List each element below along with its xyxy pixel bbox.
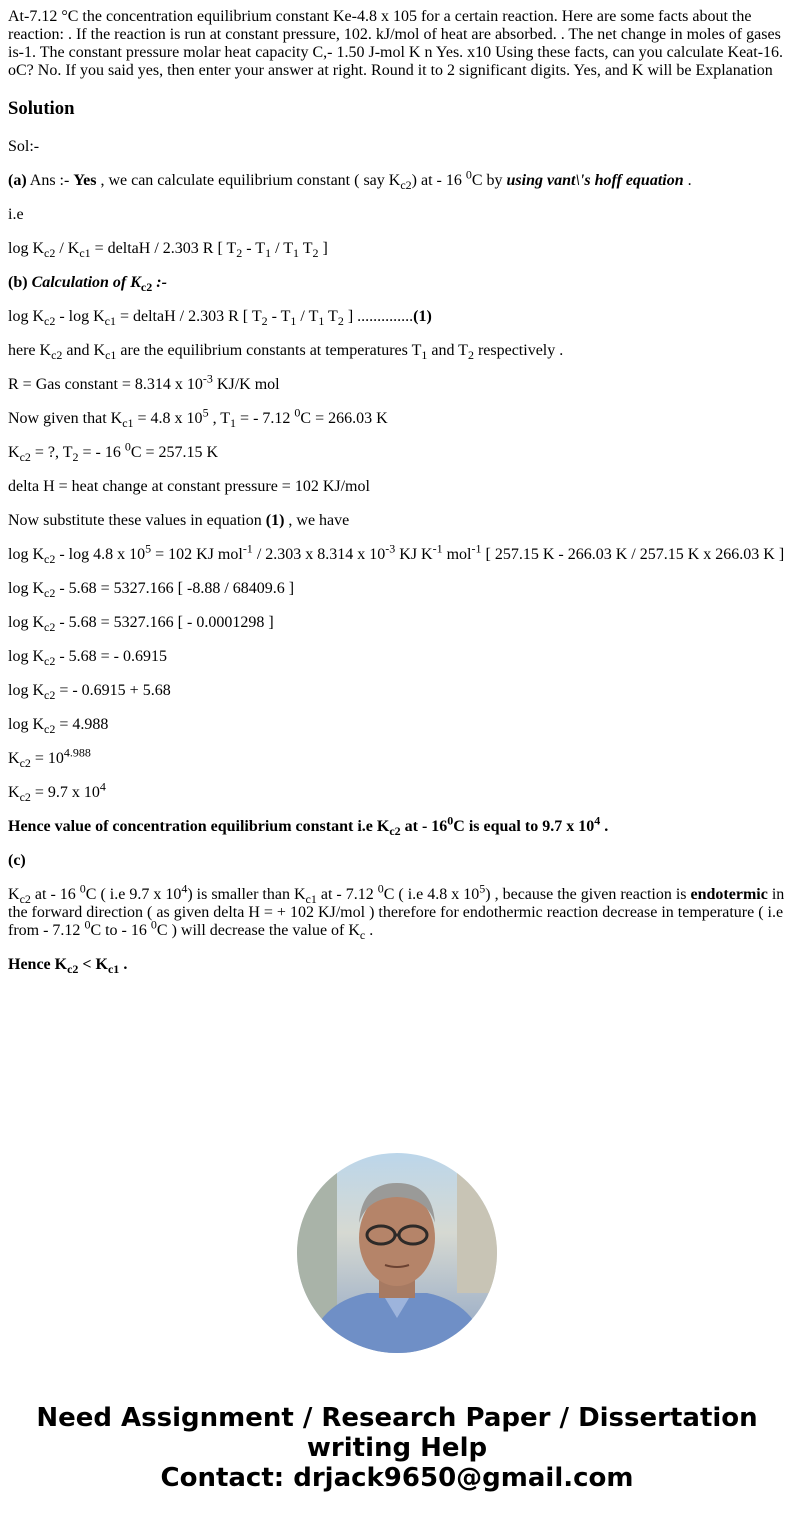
solution-paragraph <box>8 439 786 465</box>
superscript: -1 <box>432 541 443 556</box>
solution-paragraph <box>8 614 786 635</box>
solution-heading: Solution <box>8 98 75 119</box>
subscript: 2 <box>261 314 268 329</box>
text-run: (1) <box>265 512 285 529</box>
solution-paragraph <box>8 682 786 703</box>
text-run: = 102 KJ mol <box>151 546 243 563</box>
subscript: c2 <box>44 722 56 737</box>
text-run: and K <box>62 342 106 359</box>
superscript: 0 <box>447 813 454 828</box>
portrait-image <box>297 1153 497 1353</box>
superscript: 0 <box>294 405 301 420</box>
text-run: log K <box>8 580 44 597</box>
subscript: c1 <box>104 314 116 329</box>
footer-line-1: Need Assignment / Research Paper / Dissertation <box>36 1403 758 1433</box>
text-run: = deltaH / 2.303 R [ T <box>115 308 262 325</box>
subscript: c1 <box>105 348 117 363</box>
solution-paragraph <box>8 167 786 193</box>
text-run: - log 4.8 x 10 <box>55 546 146 563</box>
footer-contact[interactable]: Contact: drjack9650@gmail.com <box>160 1463 634 1493</box>
subscript: c2 <box>140 280 153 295</box>
solution-paragraph <box>8 405 786 431</box>
text-run: . <box>119 956 128 973</box>
text-run: [ 257.15 K - 266.03 K / 257.15 K x 266.03 K ] <box>481 546 785 563</box>
text-run: K <box>8 784 20 801</box>
solution-paragraph <box>8 745 786 771</box>
text-run: T <box>324 308 338 325</box>
superscript: 0 <box>124 439 131 454</box>
text-run: using vant\'s hoff equation <box>506 172 684 189</box>
text-run: mol <box>442 546 472 563</box>
text-run: i.e <box>8 206 24 223</box>
subscript: 1 <box>293 246 300 261</box>
text-run: - 5.68 = 5327.166 [ - 0.0001298 ] <box>55 614 274 631</box>
subscript: c1 <box>79 246 91 261</box>
text-run: / K <box>55 240 80 257</box>
text-run: < K <box>78 956 108 973</box>
text-run: in the forward direction ( as given delta H = + 102 KJ/mol ) therefore for endothermic reaction decrease in temperature ( i.e from - 7.12 <box>8 886 785 939</box>
superscript: 0 <box>79 881 86 896</box>
text-run: - 5.68 = - 0.6915 <box>55 648 168 665</box>
text-run: , we have <box>284 512 350 529</box>
subscript: c1 <box>122 416 134 431</box>
solution-paragraph <box>8 512 786 530</box>
contact-footer <box>0 1403 794 1493</box>
subscript: c2 <box>19 756 31 771</box>
text-run: = - 0.6915 + 5.68 <box>55 682 171 699</box>
superscript: -3 <box>202 371 213 386</box>
text-run: . <box>600 818 609 835</box>
text-run: . <box>683 172 692 189</box>
text-run: T <box>299 240 313 257</box>
solution-paragraph <box>8 716 786 737</box>
subscript: 1 <box>230 416 237 431</box>
text-run: log K <box>8 682 44 699</box>
text-run: K <box>8 750 20 767</box>
solution-paragraph <box>8 138 786 156</box>
text-run: log K <box>8 308 44 325</box>
text-run: log K <box>8 614 44 631</box>
text-run: respectively . <box>473 342 564 359</box>
subscript: c2 <box>44 620 56 635</box>
text-run: log K <box>8 648 44 665</box>
text-run: (1) <box>413 308 432 325</box>
text-run: = - 7.12 <box>236 410 295 427</box>
text-run: - 5.68 = 5327.166 [ -8.88 / 68409.6 ] <box>55 580 295 597</box>
text-run: / T <box>296 308 319 325</box>
text-run: = - 16 <box>78 444 125 461</box>
text-run: ] .............. <box>343 308 414 325</box>
author-photo <box>297 1153 497 1353</box>
text-run: R = Gas constant = 8.314 x 10 <box>8 376 203 393</box>
subscript: c2 <box>44 586 56 601</box>
text-run: (b) <box>8 274 32 291</box>
text-run: ) is smaller than K <box>187 886 306 903</box>
text-run: , T <box>208 410 231 427</box>
subscript: 2 <box>467 348 474 363</box>
subscript: c <box>359 928 366 943</box>
text-run: ] <box>318 240 328 257</box>
subscript: c2 <box>44 654 56 669</box>
subscript: c2 <box>400 178 412 193</box>
text-run: = 10 <box>30 750 64 767</box>
solution-paragraph <box>8 342 786 363</box>
superscript: 0 <box>84 917 91 932</box>
text-run: endotermic <box>690 886 768 903</box>
solution-paragraph <box>8 852 786 870</box>
solution-paragraph <box>8 206 786 224</box>
text-run: Hence K <box>8 956 68 973</box>
subscript: c2 <box>19 892 31 907</box>
subscript: 2 <box>312 246 319 261</box>
text-run: C by <box>471 172 507 189</box>
text-run: Calculation of K <box>31 274 141 291</box>
subscript: 1 <box>265 246 272 261</box>
solution-body <box>8 138 786 977</box>
question-text: At-7.12 °C the concentration equilibrium constant Ke-4.8 x 105 for a certain reaction. Here are some facts about the reaction: . If the reaction is run at constant pressure, 102. kJ/mol of heat are absorbed. . The net change in moles of gases is-1. The constant pressure molar heat capacity C,- 1.50 J-mol K n Yes. x10 Using these facts, can you calculate Keat-16. oC? No. If you said yes, then enter your answer at right. Round it to 2 significant digits. Yes, and K will be Explanation <box>8 8 784 79</box>
text-run: . <box>365 922 374 939</box>
solution-paragraph <box>8 580 786 601</box>
text-run: Ans :- <box>26 172 74 189</box>
text-run: = 4.988 <box>55 716 109 733</box>
subscript: 1 <box>421 348 428 363</box>
subscript: c2 <box>19 790 31 805</box>
text-run: C = 266.03 K <box>300 410 388 427</box>
footer-line-2: writing Help <box>306 1433 488 1463</box>
text-run: at - 7.12 <box>316 886 378 903</box>
text-run: = 9.7 x 10 <box>30 784 100 801</box>
solution-paragraph <box>8 541 786 567</box>
text-run: at - 16 <box>400 818 448 835</box>
text-run: - T <box>267 308 291 325</box>
text-run: = ?, T <box>30 444 73 461</box>
solution-paragraph <box>8 648 786 669</box>
text-run: ) at - 16 <box>411 172 466 189</box>
text-run: K <box>8 444 20 461</box>
subscript: c2 <box>389 824 401 839</box>
text-run: C is equal to 9.7 x 10 <box>453 818 595 835</box>
text-run: / 2.303 x 8.314 x 10 <box>252 546 386 563</box>
text-run: = deltaH / 2.303 R [ T <box>90 240 237 257</box>
solution-paragraph <box>8 881 786 943</box>
subscript: 2 <box>236 246 243 261</box>
text-run: Now given that K <box>8 410 123 427</box>
superscript: 4 <box>594 813 601 828</box>
text-run: , we can calculate equilibrium constant ( say K <box>96 172 401 189</box>
text-run: / T <box>271 240 294 257</box>
solution-paragraph <box>8 308 786 329</box>
superscript: 5 <box>202 405 209 420</box>
text-run: C to - 16 <box>90 922 151 939</box>
text-run: log K <box>8 546 44 563</box>
text-run: are the equilibrium constants at temperatures T <box>116 342 422 359</box>
superscript: 0 <box>377 881 384 896</box>
text-run: ) , because the given reaction is <box>485 886 691 903</box>
text-run: C ) will decrease the value of K <box>156 922 360 939</box>
subscript: c2 <box>19 450 31 465</box>
subscript: 2 <box>72 450 79 465</box>
solution-paragraph <box>8 779 786 805</box>
text-run: log K <box>8 716 44 733</box>
superscript: -3 <box>385 541 396 556</box>
text-run: Yes <box>73 172 97 189</box>
superscript: -1 <box>471 541 482 556</box>
text-run: C ( i.e 4.8 x 10 <box>383 886 480 903</box>
text-run: and T <box>427 342 468 359</box>
text-run: - log K <box>55 308 105 325</box>
text-run: here K <box>8 342 52 359</box>
subscript: c2 <box>44 314 56 329</box>
subscript: 1 <box>318 314 325 329</box>
subscript: c2 <box>51 348 63 363</box>
subscript: c2 <box>44 688 56 703</box>
solution-paragraph <box>8 274 786 295</box>
text-run: = 4.8 x 10 <box>133 410 203 427</box>
superscript: 5 <box>479 881 486 896</box>
solution-paragraph <box>8 240 786 261</box>
text-run: log K <box>8 240 44 257</box>
text-run: C ( i.e 9.7 x 10 <box>85 886 182 903</box>
superscript: 4 <box>181 881 188 896</box>
superscript: 0 <box>150 917 157 932</box>
superscript: -1 <box>242 541 253 556</box>
text-run: delta H = heat change at constant pressure = 102 KJ/mol <box>8 478 370 495</box>
text-run: Now substitute these values in equation <box>8 512 266 529</box>
superscript: 0 <box>465 167 472 182</box>
text-run: at - 16 <box>30 886 80 903</box>
text-run: Hence value of concentration equilibrium constant i.e K <box>8 818 390 835</box>
text-run: (c) <box>8 852 26 869</box>
superscript: 4 <box>99 779 106 794</box>
solution-paragraph <box>8 371 786 394</box>
subscript: c2 <box>44 552 56 567</box>
text-run: :- <box>152 274 167 291</box>
solution-paragraph <box>8 956 786 977</box>
text-run: - T <box>242 240 266 257</box>
subscript: c2 <box>67 962 79 977</box>
superscript: 5 <box>145 541 152 556</box>
text-run: K <box>8 886 20 903</box>
subscript: 1 <box>290 314 297 329</box>
solution-paragraph <box>8 478 786 496</box>
subscript: c1 <box>107 962 120 977</box>
subscript: c2 <box>44 246 56 261</box>
solution-paragraph <box>8 813 786 839</box>
text-run: Sol:- <box>8 138 40 155</box>
subscript: 2 <box>337 314 344 329</box>
subscript: c1 <box>305 892 317 907</box>
text-run: (a) <box>8 172 27 189</box>
text-run: C = 257.15 K <box>130 444 219 461</box>
text-run: KJ/K mol <box>212 376 280 393</box>
superscript: 4.988 <box>63 745 91 760</box>
text-run: KJ K <box>395 546 433 563</box>
